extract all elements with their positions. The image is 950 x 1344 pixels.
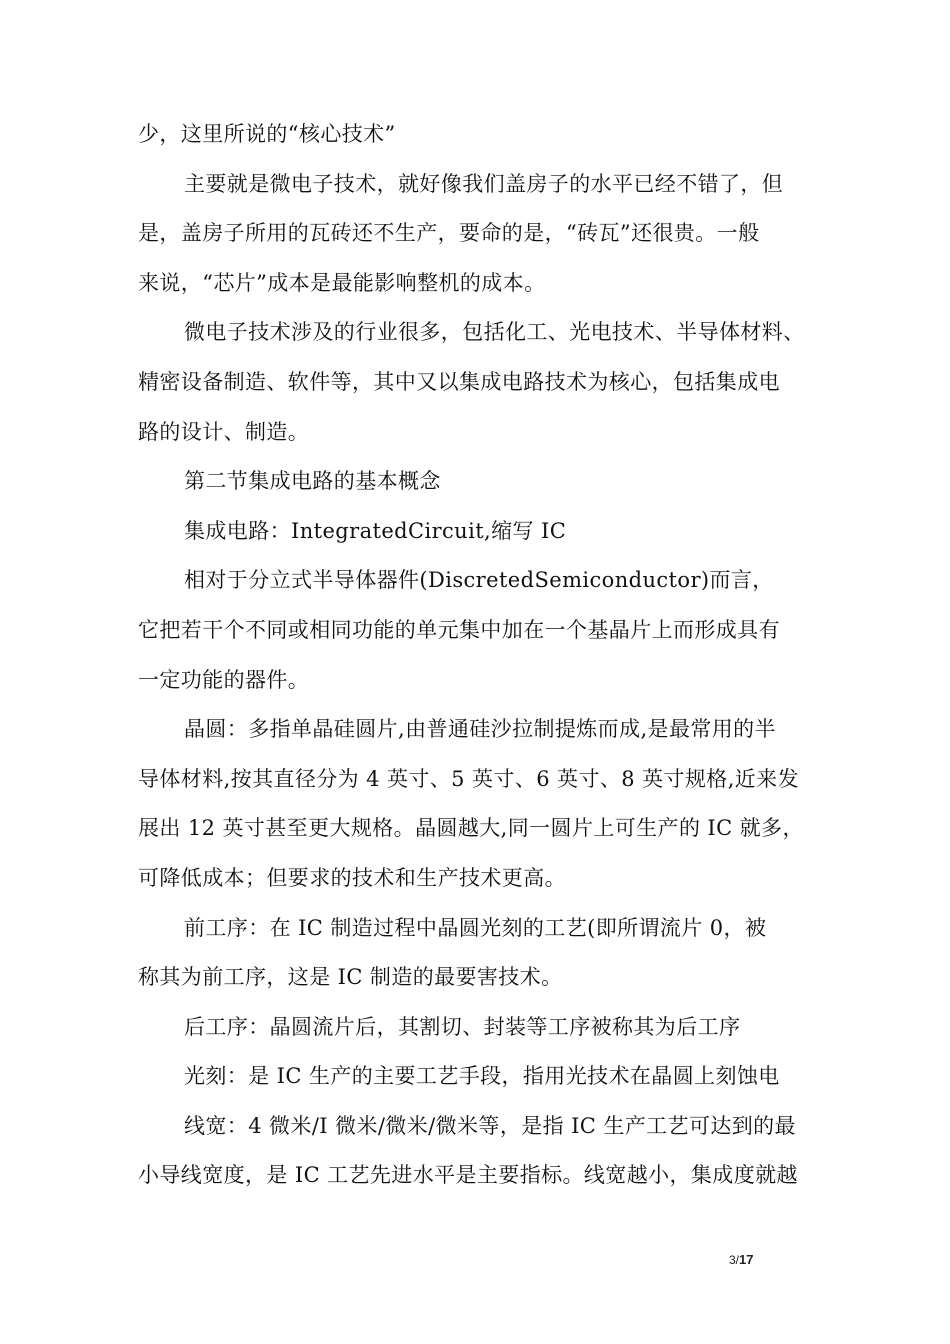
text-line: 相对于分立式半导体器件(DiscretedSemiconductor)而言， [184,568,774,593]
page-number [729,1252,753,1267]
text-line: 后工序：晶圆流片后，其割切、封装等工序被称其为后工序 [184,1014,741,1039]
text-line: 少，这里所说的“核心技术” [138,122,396,146]
text-line: 它把若干个不同或相同功能的单元集中加在一个基晶片上而形成具有 [138,617,780,642]
page-total: 17 [739,1252,754,1267]
text-line: 小导线宽度，是 IC 工艺先进水平是主要指标。线宽越小，集成度就越 [138,1163,798,1188]
text-line: 晶圆：多指单晶硅圆片,由普通硅沙拉制提炼而成,是最常用的半 [184,717,776,742]
text-line: 精密设备制造、软件等，其中又以集成电路技术为核心，包括集成电 [138,369,780,394]
text-line: 导体材料,按其直径分为 4 英寸、5 英寸、6 英寸、8 英寸规格,近来发 [138,766,799,791]
text-line: 前工序：在 IC 制造过程中晶圆光刻的工艺(即所谓流片 0，被 [184,915,767,940]
text-line: 微电子技术涉及的行业很多，包括化工、光电技术、半导体材料、 [184,320,805,345]
text-line: 可降低成本；但要求的技术和生产技术更高。 [138,865,566,890]
text-line: 主要就是微电子技术，就好像我们盖房子的水平已经不错了，但 [184,171,784,196]
text-line: 来说，“芯片”成本是最能影响整机的成本。 [138,270,546,295]
text-line: 称其为前工序，这是 IC 制造的最要害技术。 [138,965,563,990]
text-line: 线宽：4 微米/I 微米/微米/微米等，是指 IC 生产工艺可达到的最 [184,1113,796,1138]
text-line: 展出 12 英寸甚至更大规格。晶圆越大,同一圆片上可生产的 IC 就多， [138,816,804,841]
text-line: 集成电路：IntegratedCircuit,缩写 IC [184,518,567,543]
page-current: 3/ [729,1253,740,1267]
text-line: 第二节集成电路的基本概念 [184,469,441,494]
text-line: 一定功能的器件。 [138,667,310,692]
text-line: 路的设计、制造。 [138,419,310,444]
text-line: 光刻：是 IC 生产的主要工艺手段，指用光技术在晶圆上刻蚀电 [184,1064,780,1089]
text-line: 是，盖房子所用的瓦砖还不生产，要命的是，“砖瓦”还很贵。一般 [138,221,760,246]
body-text [138,110,828,1201]
